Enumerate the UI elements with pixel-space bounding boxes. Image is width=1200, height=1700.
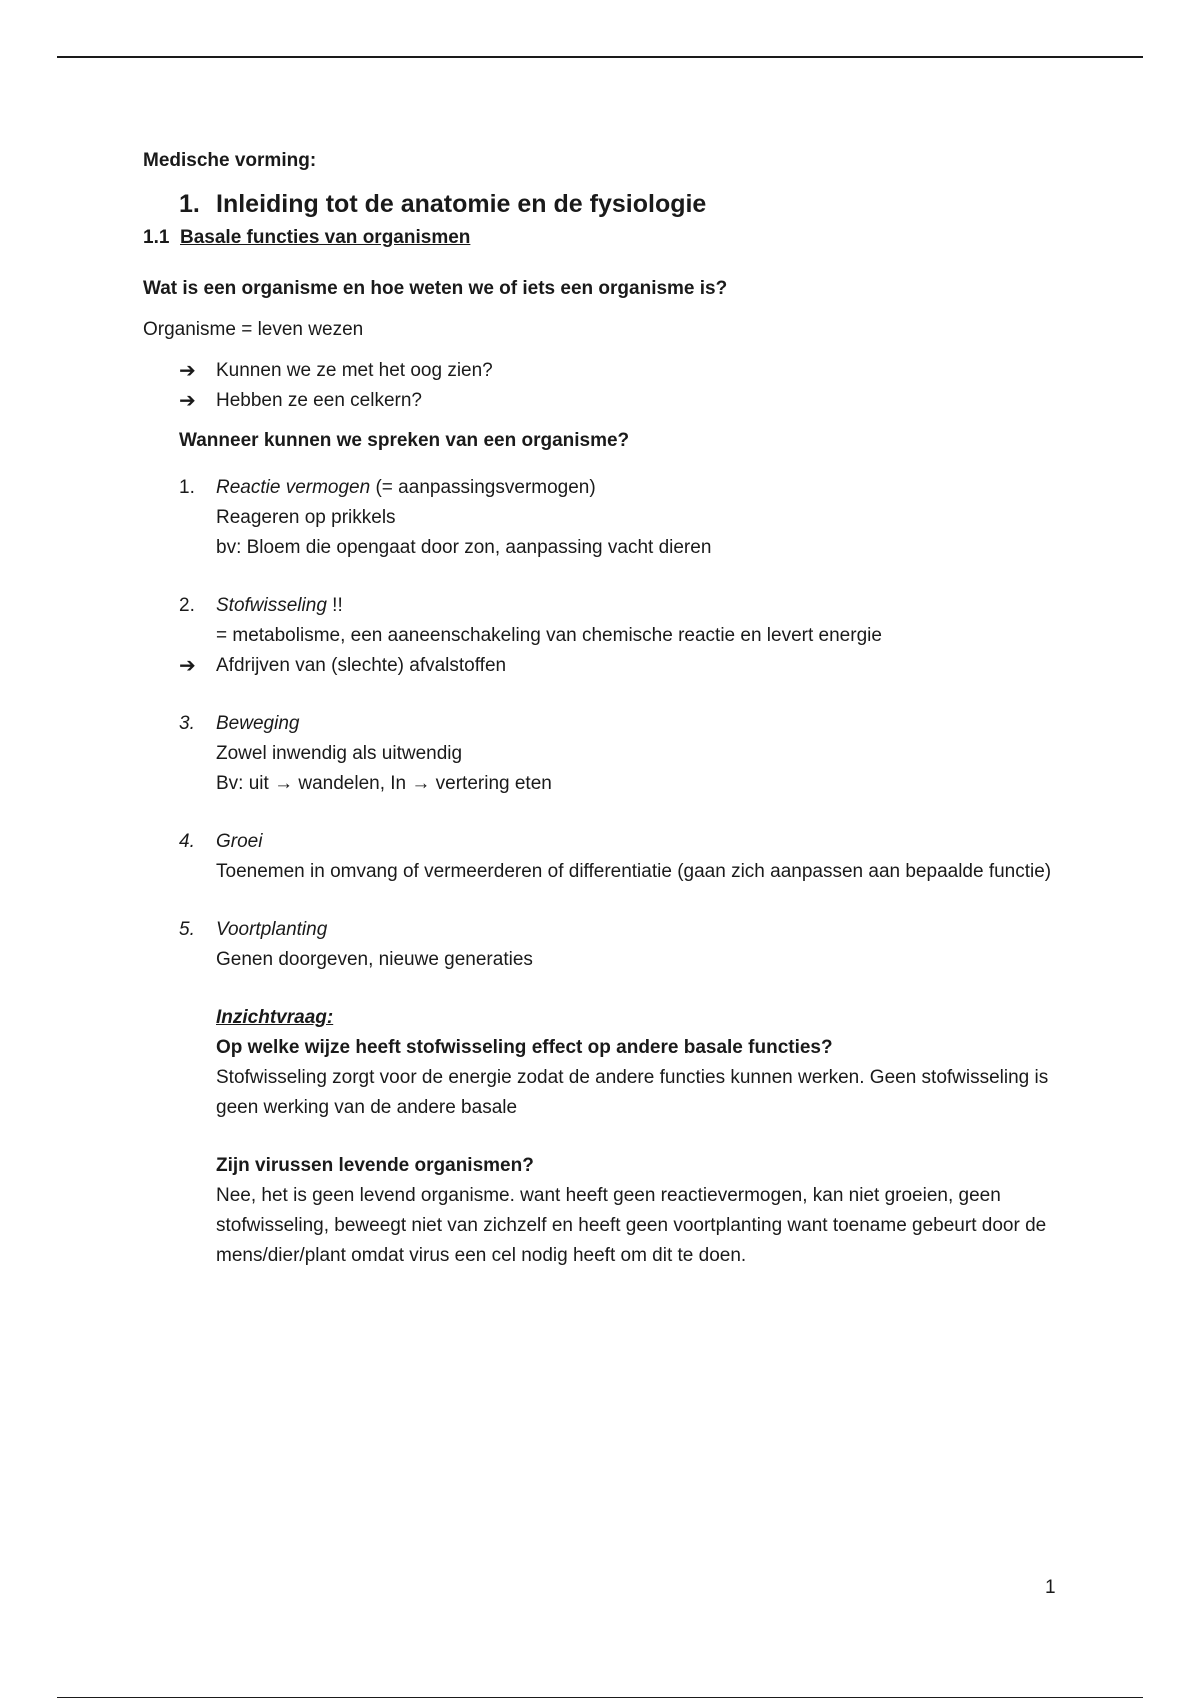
bullet-text: Kunnen we ze met het oog zien? (216, 360, 493, 381)
insight-answer: Nee, het is geen levend organisme. want heeft geen reactievermogen, kan niet groeien, geen stofwisseling, beweegt niet van zichzelf en heeft geen voortplanting want toename gebeurt door de mens/dier/plant omdat virus een cel nodig heeft om dit te doen. (216, 1185, 1047, 1266)
item-term-suffix: (= aanpassingsvermogen) (370, 477, 596, 498)
list-item (179, 356, 1093, 386)
list-item (179, 591, 1093, 651)
list-item (179, 386, 1093, 416)
main-question: Wat is een organisme en hoe weten we of iets een organisme is? (143, 278, 728, 299)
item-number: 4. (179, 831, 195, 852)
list-item (179, 709, 1093, 799)
page-number: 1 (1045, 1577, 1056, 1598)
item-arrow-line: Afdrijven van (slechte) afvalstoffen (216, 655, 507, 676)
insight-heading: Inzichtvraag: (216, 1007, 334, 1028)
bullet-list (179, 356, 1093, 416)
header-rule (57, 56, 1143, 58)
item-term-suffix: !! (326, 595, 343, 616)
section-title: Basale functies van organismen (180, 227, 471, 248)
chapter-number: 1. (179, 190, 200, 218)
item-number: 1. (179, 477, 195, 498)
item-term: Beweging (216, 713, 300, 734)
insight-section (216, 1003, 1061, 1271)
item-line: = metabolisme, een aaneenschakeling van chemische reactie en levert energie (216, 625, 882, 646)
definition-line: Organisme = leven wezen (143, 319, 364, 340)
item-term: Stofwisseling (216, 595, 327, 616)
list-item (179, 827, 1093, 887)
criteria-list (179, 473, 1093, 975)
arrow-right-icon: ➔ (179, 360, 196, 382)
chapter-heading (179, 188, 1093, 220)
document-body (143, 146, 1093, 1271)
item-line: Reageren op prikkels (216, 507, 396, 528)
item-number: 3. (179, 713, 195, 734)
list-item (179, 651, 1093, 681)
item-line: Genen doorgeven, nieuwe generaties (216, 949, 533, 970)
list-item (179, 473, 1093, 563)
footer-rule (57, 1697, 1143, 1698)
item-term: Groei (216, 831, 263, 852)
document-label: Medische vorming: (143, 150, 317, 171)
item-term: Reactie vermogen (216, 477, 371, 498)
item-line: bv: Bloem die opengaat door zon, aanpassing vacht dieren (216, 537, 712, 558)
item-number: 5. (179, 919, 195, 940)
insight-question: Zijn virussen levende organismen? (216, 1155, 534, 1176)
insight-question: Op welke wijze heeft stofwisseling effect op andere basale functies? (216, 1037, 833, 1058)
item-line: Zowel inwendig als uitwendig (216, 743, 463, 764)
item-line: Toenemen in omvang of vermeerderen of differentiatie (gaan zich aanpassen aan bepaalde functie) (216, 861, 1052, 882)
insight-answer: Stofwisseling zorgt voor de energie zodat de andere functies kunnen werken. Geen stofwisseling is geen werking van de andere basale (216, 1067, 1049, 1118)
item-term: Voortplanting (216, 919, 328, 940)
item-line: Bv: uit → wandelen, In → vertering eten (216, 773, 552, 794)
section-number: 1.1 (143, 227, 170, 248)
bullet-text: Hebben ze een celkern? (216, 390, 422, 411)
section-heading (143, 223, 1093, 253)
list-item (179, 915, 1093, 975)
arrow-right-icon: ➔ (179, 390, 196, 412)
when-question: Wanneer kunnen we spreken van een organisme? (179, 430, 630, 451)
chapter-title: Inleiding tot de anatomie en de fysiologie (216, 190, 707, 218)
item-number: 2. (179, 595, 195, 616)
arrow-right-icon: ➔ (179, 655, 196, 677)
